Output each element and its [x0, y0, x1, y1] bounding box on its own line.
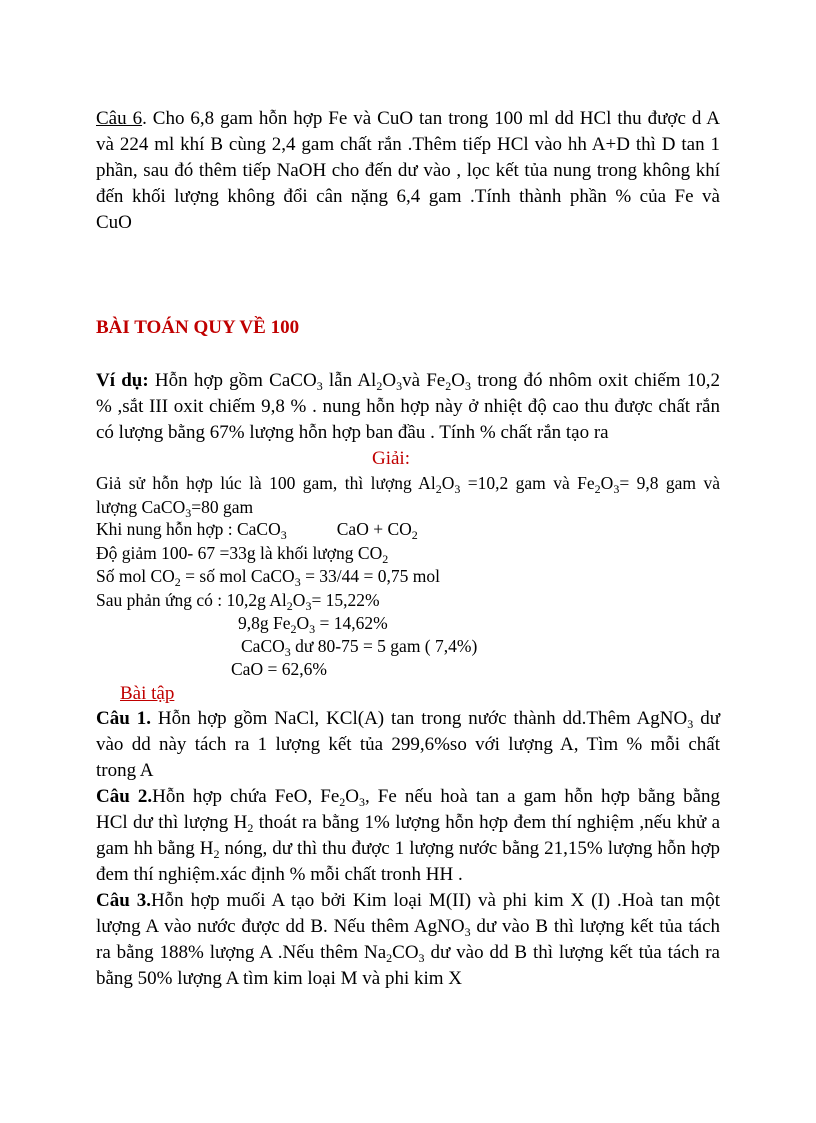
- c2-line-4: đem thí nghiệm.xác định % mỗi chất tronh HH .: [96, 864, 463, 885]
- sub: 2: [376, 379, 383, 393]
- c2-label: Câu 2.: [96, 786, 153, 807]
- t: = số mol CaCO: [180, 566, 295, 586]
- t: CO: [392, 942, 419, 963]
- cau6-label: Câu 6: [96, 108, 143, 129]
- sub: 3: [454, 482, 461, 496]
- sub: 2: [435, 482, 442, 496]
- t: dư vào dd B thì lượng kết tủa tách ra: [424, 942, 720, 963]
- solution-line-9: CaO = 62,6%: [231, 659, 327, 679]
- c1-line-2: vào dd này tách ra 1 lượng kết tủa 299,6%so với lượng A, Tìm % mỗi chất: [96, 734, 720, 755]
- example-line-3: có lượng bằng 67% lượng hỗn hợp ban đầu . Tính % chất rắn tạo ra: [96, 422, 609, 443]
- t: dư 80-75 = 5 gam ( 7,4%): [290, 636, 478, 656]
- sub: 2: [247, 821, 254, 835]
- sub: 3: [613, 482, 620, 496]
- c1-line-1: [96, 706, 720, 732]
- t: Hỗn hợp gồm NaCl, KCl(A) tan trong nước thành dd.Thêm AgNO: [150, 708, 688, 729]
- c2-line-1: [96, 784, 720, 810]
- t: O: [382, 370, 397, 391]
- sub: 3: [396, 379, 403, 393]
- c3-line-4: bằng 50% lượng A tìm kim loại M và phi kim X: [96, 968, 463, 989]
- t: trong đó nhôm oxit chiếm 10,2: [470, 370, 720, 391]
- sub: 3: [464, 925, 471, 939]
- example-line-1: [96, 368, 720, 394]
- sub: 2: [386, 951, 393, 965]
- t: O: [451, 370, 465, 391]
- t: O: [600, 473, 614, 493]
- t: Số mol CO: [96, 566, 175, 586]
- cau6-text-1: . Cho 6,8 gam hỗn hợp Fe và CuO tan trong 100 ml dd HCl thu được d A: [142, 108, 720, 129]
- t: , Fe nếu hoà tan a gam hỗn hợp bằng bằng: [365, 786, 721, 807]
- sub: 2: [594, 482, 601, 496]
- t: O: [441, 473, 455, 493]
- solution-line-3: [96, 516, 418, 542]
- cau6-line-5: CuO: [96, 212, 132, 233]
- exercises-title: Bài tập: [120, 683, 175, 704]
- t: =10,2 gam và Fe: [460, 473, 595, 493]
- t: dư vào B thì lượng kết tủa tách: [470, 916, 721, 937]
- c3-line-1: [96, 888, 720, 914]
- sub: 2: [174, 575, 181, 589]
- t: 9,8g Fe: [238, 613, 291, 633]
- sub: 2: [411, 528, 418, 542]
- sub: 3: [687, 717, 694, 731]
- section-title: BÀI TOÁN QUY VỀ 100: [96, 317, 300, 338]
- solution-line-1: [96, 470, 720, 496]
- t: nóng, dư thì thu được 1 lượng nước bằng 21,15% lượng hỗn hợp: [219, 838, 720, 859]
- cau6-line-2: và 224 ml khí B cùng 2,4 gam chất rắn .Thêm tiếp HCl vào hh A+D thì D tan 1: [96, 134, 720, 155]
- c3-label: Câu 3.: [96, 890, 151, 911]
- t: =80 gam: [191, 497, 254, 517]
- t: và Fe: [402, 370, 446, 391]
- t: thoát ra bằng 1% lượng hỗn hợp đem thí nghiệm ,nếu khử a: [253, 812, 721, 833]
- sub: 3: [185, 506, 192, 520]
- t: O: [345, 786, 359, 807]
- t: O: [296, 613, 310, 633]
- t: = 33/44 = 0,75 mol: [300, 566, 441, 586]
- sub: 3: [305, 599, 312, 613]
- sub: 3: [359, 795, 365, 809]
- t: = 14,62%: [315, 613, 388, 633]
- t: Độ giảm 100- 67 =33g là khối lượng CO: [96, 543, 383, 563]
- sub: 2: [286, 599, 293, 613]
- t: Sau phản ứng có : 10,2g Al: [96, 590, 287, 610]
- t: Hỗn hợp muối A tạo bởi Kim loại M(II) và phi kim X (I) .Hoà tan một: [150, 890, 721, 911]
- t: dư: [693, 708, 720, 729]
- t: lượng CaCO: [96, 497, 186, 517]
- t: lẫn Al: [322, 370, 377, 391]
- t: Giả sử hỗn hợp lúc là 100 gam, thì lượng Al: [96, 473, 436, 493]
- t: Hỗn hợp chứa FeO, Fe: [152, 786, 340, 807]
- sub: 2: [339, 795, 346, 809]
- example-line-2: % ,sắt III oxit chiếm 9,8 % . nung hỗn hợp này ở nhiệt độ cao thu được chất rắn: [96, 396, 720, 417]
- c3-line-3: [96, 940, 720, 966]
- cau6-line-3: phần, sau đó thêm tiếp NaOH cho đến dư vào , lọc kết tủa nung trong không khí: [96, 160, 720, 181]
- t: = 15,22%: [311, 590, 380, 610]
- sub: 3: [294, 575, 301, 589]
- sub: 2: [290, 622, 297, 636]
- sub: 3: [280, 528, 287, 542]
- c1-label: Câu 1.: [96, 708, 151, 729]
- t: HCl dư thì lượng H: [96, 812, 248, 833]
- t: O: [292, 590, 306, 610]
- sub: 2: [213, 847, 220, 861]
- sub: 2: [382, 552, 389, 566]
- solution-line-5: [96, 563, 440, 589]
- example-label: Ví dụ:: [96, 370, 149, 391]
- sub: 3: [284, 645, 291, 659]
- t: Khi nung hỗn hợp : CaCO: [96, 519, 281, 539]
- solution-title: Giải:: [372, 448, 410, 469]
- c3-line-2: [96, 914, 720, 940]
- t: ra bằng 188% lượng A .Nếu thêm Na: [96, 942, 387, 963]
- sub: 3: [464, 379, 471, 393]
- t: = 9,8 gam và: [619, 473, 720, 493]
- cau6-line-4: đến khối lượng không đổi cân nặng 6,4 gam .Tính thành phần % của Fe và: [96, 186, 720, 207]
- t: CaO + CO: [336, 519, 412, 539]
- c2-line-2: [96, 810, 720, 836]
- t: Hỗn hợp gồm CaCO: [148, 370, 317, 391]
- cau6-line-1: [96, 106, 720, 132]
- sub: 3: [309, 622, 316, 636]
- t: lượng A vào nước được dd B. Nếu thêm AgNO: [96, 916, 465, 937]
- t: CaCO: [241, 636, 285, 656]
- sub: 3: [418, 951, 425, 965]
- sub: 3: [316, 379, 323, 393]
- t: gam hh bằng H: [96, 838, 214, 859]
- sub: 2: [445, 379, 452, 393]
- c2-line-3: [96, 836, 720, 862]
- c1-line-3: trong A: [96, 760, 154, 781]
